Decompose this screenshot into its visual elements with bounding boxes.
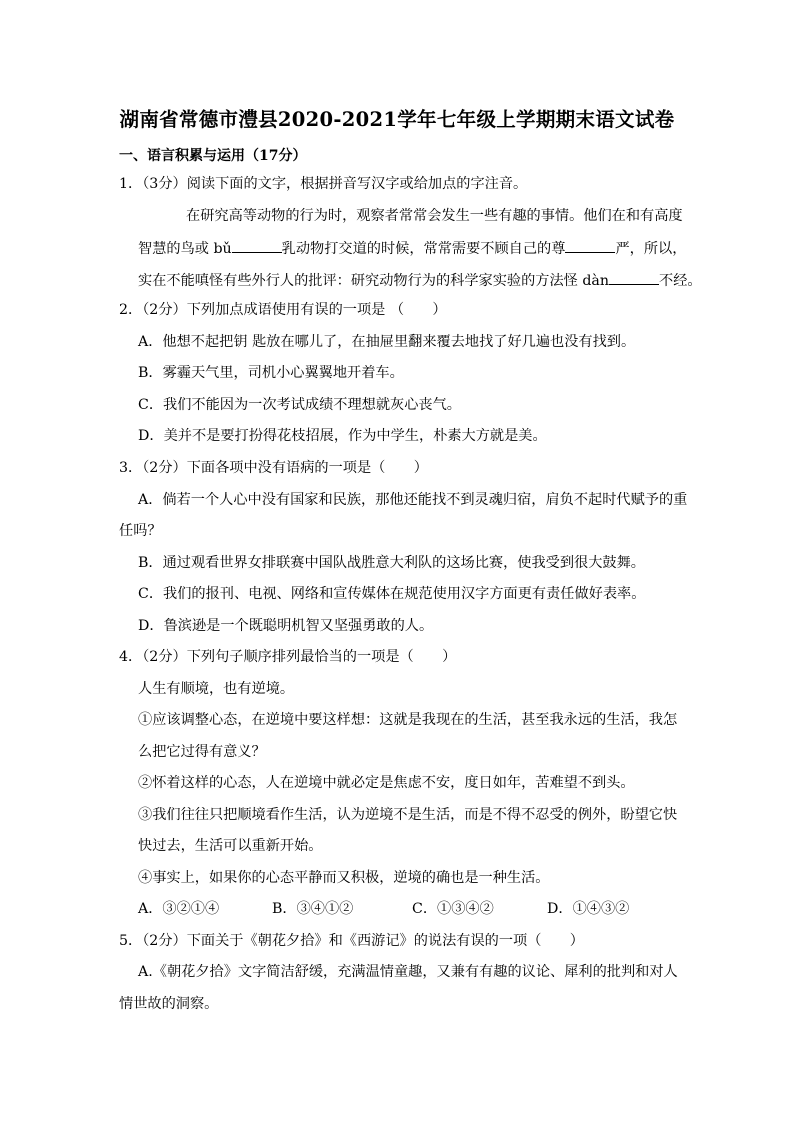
q4-sentence-1-line2: 么把它过得有意义？ bbox=[138, 744, 266, 760]
q1-stem: 1．（3分）阅读下面的文字，根据拼音写汉字或给加点的字注音。 bbox=[119, 176, 528, 192]
q4-sentence-1-line1: ①应该调整心态，在逆境中要这样想：这就是我现在的生活，甚至我永远的生活，我怎 bbox=[138, 712, 678, 728]
q1-passage-line2-part2: 乳动物打交道的时候，常常需要不顾自己的尊 bbox=[281, 241, 566, 257]
q4-sentence-4: ④事实上，如果你的心态平静而又积极，逆境的确也是一种生活。 bbox=[138, 870, 550, 886]
q4-stem: 4．（2分）下列句子顺序排列最恰当的一项是（ ） bbox=[119, 649, 457, 665]
q2-option-b: B．雾霾天气里，司机小心翼翼地开着车。 bbox=[138, 365, 404, 381]
q2-stem: 2．（2分）下列加点成语使用有误的一项是 （ ） bbox=[119, 302, 447, 318]
q4-sentence-2: ②怀着这样的心态，人在逆境中就必定是焦虑不安，度日如年，苦难望不到头。 bbox=[138, 775, 635, 791]
answer-blank-1[interactable] bbox=[232, 240, 282, 253]
q1-passage-line3-part2: 不经。 bbox=[659, 273, 702, 289]
q3-option-d: D．鲁滨逊是一个既聪明机智又坚强勇敢的人。 bbox=[138, 618, 434, 634]
q4-sentence-3-line1: ③我们往往只把顺境看作生活，认为逆境不是生活，而是不得不忍受的例外，盼望它快 bbox=[138, 807, 678, 823]
q1-passage-line2 bbox=[138, 240, 686, 256]
q3-stem: 3．（2分）下面各项中没有语病的一项是（ ） bbox=[119, 460, 428, 476]
q1-passage-line1: 在研究高等动物的行为时，观察者常常会发生一些有趣的事情。他们在和有高度 bbox=[186, 208, 683, 224]
q4-sentence-3-line2: 快过去，生活可以重新开始。 bbox=[138, 838, 323, 854]
q5-option-a-line2: 情世故的洞察。 bbox=[119, 996, 219, 1012]
q1-passage-line2-part3: 严，所以， bbox=[615, 241, 687, 257]
q3-option-b: B．通过观看世界女排联赛中国队战胜意大利队的这场比赛，使我受到很大鼓舞。 bbox=[138, 555, 645, 571]
q4-option-b: B．③④①② bbox=[272, 901, 354, 917]
answer-blank-2[interactable] bbox=[565, 240, 615, 253]
page-title: 湖南省常德市澧县2020-2021学年七年级上学期期末语文试卷 bbox=[119, 108, 675, 131]
q5-stem: 5．（2分）下面关于《朝花夕拾》和《西游记》的说法有误的一项（ ） bbox=[119, 933, 584, 949]
q2-option-c: C．我们不能因为一次考试成绩不理想就灰心丧气。 bbox=[138, 397, 461, 413]
q4-intro: 人生有顺境，也有逆境。 bbox=[138, 681, 295, 697]
answer-blank-3[interactable] bbox=[609, 272, 659, 285]
q5-option-a-line1: A.《朝花夕拾》文字简洁舒缓，充满温情童趣，又兼有有趣的议论、犀利的批判和对人 bbox=[138, 964, 678, 980]
q1-passage-line3 bbox=[138, 272, 702, 288]
q3-option-c: C．我们的报刊、电视、网络和宣传媒体在规范使用汉字方面更有责任做好表率。 bbox=[138, 586, 646, 602]
q3-option-a-line1: A．倘若一个人心中没有国家和民族，那他还能找不到灵魂归宿，肩负不起时代赋予的重 bbox=[138, 492, 688, 508]
q1-passage-line3-part1: 实在不能嗔怪有些外行人的批评：研究动物行为的科学家实验的方法怪 dàn bbox=[138, 273, 610, 289]
section-heading: 一、语言积累与运用（17分） bbox=[119, 148, 307, 164]
q3-option-a-line2: 任吗？ bbox=[119, 523, 162, 539]
q4-option-a: A．③②①④ bbox=[138, 901, 220, 917]
q1-passage-line2-part1: 智慧的鸟或 bǔ bbox=[138, 241, 232, 257]
q2-option-a: A．他想不起把钥 匙放在哪儿了，在抽屉里翻来覆去地找了好几遍也没有找到。 bbox=[138, 334, 636, 350]
q2-option-d: D．美并不是要打扮得花枝招展，作为中学生，朴素大方就是美。 bbox=[138, 428, 547, 444]
q4-option-c: C．①③④② bbox=[412, 901, 494, 917]
q4-option-d: D．①④③② bbox=[547, 901, 630, 917]
